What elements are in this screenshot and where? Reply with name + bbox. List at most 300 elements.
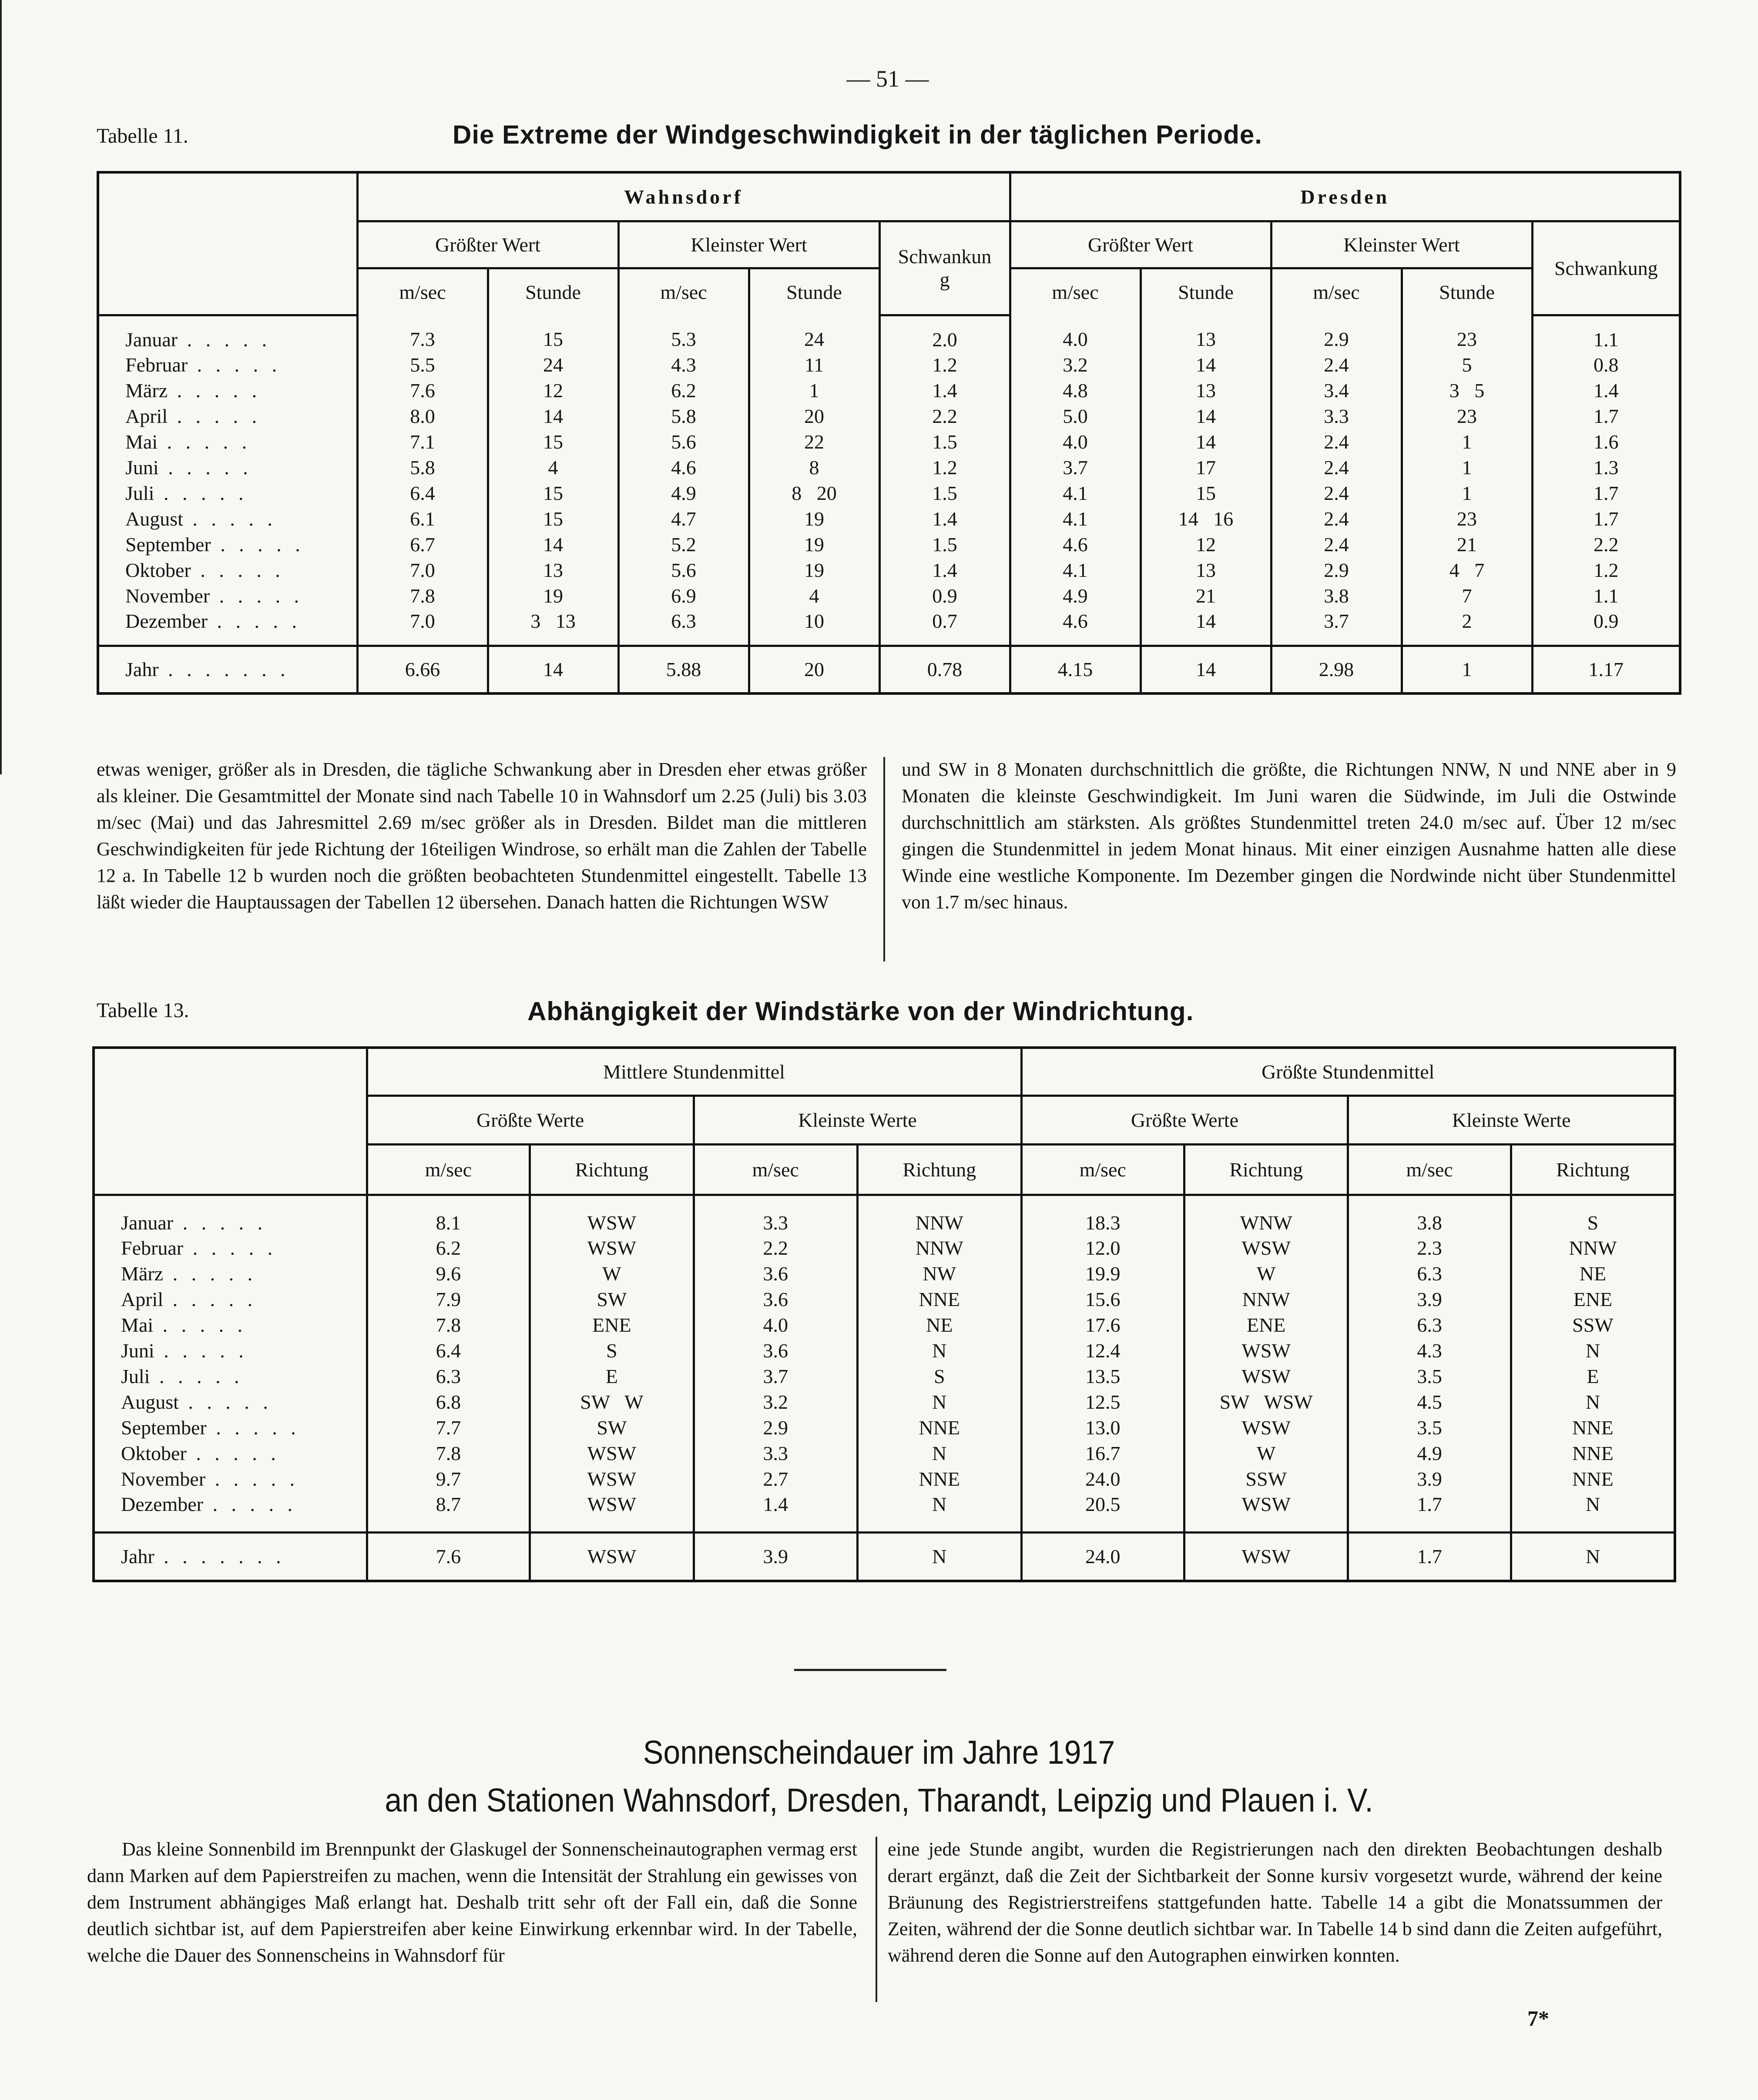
cell-ar: WSW (530, 1492, 694, 1532)
cell-a: 6.3 (367, 1363, 530, 1389)
cell-wmax: 6.4 (357, 480, 488, 506)
cell-ds: 1.4 (1532, 378, 1680, 403)
cell-dr: S (1511, 1195, 1675, 1235)
cell-dr: NNW (1511, 1235, 1675, 1261)
cell-c: 13.0 (1021, 1415, 1184, 1440)
cell-wmin: 5.6 (618, 429, 749, 455)
cell-a: 8.7 (367, 1492, 530, 1532)
cell-dr: N (1511, 1389, 1675, 1415)
cell-ar: S (530, 1338, 694, 1363)
cell-wmin: 5.6 (618, 557, 749, 583)
cell-b: 3.2 (694, 1389, 857, 1415)
cell-br: N (858, 1492, 1022, 1532)
month-label: Mai . . . . . (121, 1314, 247, 1336)
sun-right-paragraph: eine jede Stunde angibt, wurden die Registrierungen nach den direkten Beobachtungen deshalb derart ergänzt, daß die Zeit der Sichtbarkeit der Sonne kursiv vorgesetzt wurde, während der keine Bräunung des Registrierstreifens stattgefunden hatte. Tabelle 14 a gibt die Monatssummen der Zeiten, während der die Sonne deutlich sichtbar war. In Tabelle 14 b sind dann die Zeiten aufgeführt, während deren die Sonne auf den Autographen einwirken konnten. (888, 1839, 1662, 1966)
cell-dmax: 3.2 (1010, 352, 1141, 378)
cell-dminh: 23 (1402, 506, 1532, 532)
cell-dr: NNE (1511, 1466, 1675, 1492)
t11-d-schwankung-header: Schwankung (1532, 221, 1680, 315)
cell-dmax: 4.8 (1010, 378, 1141, 403)
cell-wminh: 22 (749, 429, 879, 455)
cell-a: 7.9 (367, 1286, 530, 1312)
cell-wmin: 4.7 (618, 506, 749, 532)
t11-d-min-header: Kleinster Wert (1271, 221, 1532, 268)
cell-d: 4.9 (1348, 1440, 1511, 1466)
month-label: Januar . . . . . (125, 328, 272, 351)
cell-wmax: 7.0 (357, 609, 488, 646)
cell-dminh: 1 (1402, 480, 1532, 506)
cell-wmin: 6.9 (618, 583, 749, 609)
cell-dmax: 4.6 (1010, 609, 1141, 646)
cell-wminh: 19 (749, 506, 879, 532)
cell-dmin: 2.4 (1271, 429, 1402, 455)
cell-wmax: 7.8 (357, 583, 488, 609)
cell-dminh: 23 (1402, 315, 1532, 352)
cell-dmin: 2.4 (1271, 352, 1402, 378)
cell-ar: WSW (530, 1466, 694, 1492)
table-row (98, 315, 1680, 352)
t11-unit: Stunde (1141, 268, 1271, 315)
cell-dmax: 4.6 (1010, 532, 1141, 557)
t11-w-max-header: Größter Wert (357, 221, 618, 268)
month-label: Mai . . . . . (125, 431, 252, 453)
cell-ws: 1.4 (879, 378, 1010, 403)
cell-cr: WSW (1184, 1363, 1348, 1389)
cell-a: 6.4 (367, 1338, 530, 1363)
table-row (98, 429, 1680, 455)
cell-dmax: 4.0 (1010, 429, 1141, 455)
t13-unit: Richtung (858, 1144, 1022, 1195)
cell-wmaxh: 19 (488, 583, 618, 609)
cell-wmin: 4.9 (618, 480, 749, 506)
text1-right (902, 756, 1676, 915)
cell-dmin: 3.7 (1271, 609, 1402, 646)
cell-wminh: 24 (749, 315, 879, 352)
cell-wmin: 6.2 (618, 378, 749, 403)
table-row (98, 532, 1680, 557)
table-row (98, 506, 1680, 532)
cell-a: 8.1 (367, 1195, 530, 1235)
cell-wminh: 11 (749, 352, 879, 378)
month-label: September . . . . . (121, 1417, 300, 1439)
t11-cell: 1.17 (1532, 646, 1680, 693)
cell-wminh: 8 (749, 455, 879, 480)
cell-wmax: 7.3 (357, 315, 488, 352)
t11-cell: 2.98 (1271, 646, 1402, 693)
table-row (94, 1415, 1675, 1440)
t11-cell: 6.66 (357, 646, 488, 693)
cell-a: 9.7 (367, 1466, 530, 1492)
cell-ds: 1.7 (1532, 480, 1680, 506)
cell-b: 3.3 (694, 1195, 857, 1235)
cell-br: N (858, 1338, 1022, 1363)
cell-ds: 2.2 (1532, 532, 1680, 557)
t11-cell: 4.15 (1010, 646, 1141, 693)
table-row (98, 646, 1680, 693)
cell-ws: 2.0 (879, 315, 1010, 352)
cell-dmax: 4.1 (1010, 506, 1141, 532)
cell-b: 2.2 (694, 1235, 857, 1261)
cell-d: 3.9 (1348, 1286, 1511, 1312)
month-label: April . . . . . (121, 1288, 257, 1310)
table13-label: Tabelle 13. (97, 999, 189, 1022)
cell-dminh: 4 7 (1402, 557, 1532, 583)
cell-c: 16.7 (1021, 1440, 1184, 1466)
cell-ws: 1.4 (879, 506, 1010, 532)
sun-title-line1: Sonnenscheindauer im Jahre 1917 (643, 1734, 1115, 1771)
t13-cell: 24.0 (1021, 1532, 1184, 1581)
cell-ds: 1.6 (1532, 429, 1680, 455)
table11-station2: Dresden (1010, 172, 1680, 221)
cell-dr: ENE (1511, 1286, 1675, 1312)
cell-dmin: 2.9 (1271, 557, 1402, 583)
cell-ar: SW (530, 1415, 694, 1440)
t11-unit: m/sec (618, 268, 749, 315)
month-label: November . . . . . (125, 585, 304, 607)
table-row (94, 1235, 1675, 1261)
cell-ds: 0.9 (1532, 609, 1680, 646)
cell-d: 1.7 (1348, 1492, 1511, 1532)
cell-c: 12.5 (1021, 1389, 1184, 1415)
table-row (98, 609, 1680, 646)
t13-cell: 7.6 (367, 1532, 530, 1581)
cell-dmin: 2.4 (1271, 455, 1402, 480)
cell-wmax: 5.5 (357, 352, 488, 378)
t11-cell: 14 (488, 646, 618, 693)
cell-dr: N (1511, 1338, 1675, 1363)
cell-wmax: 6.1 (357, 506, 488, 532)
cell-wmaxh: 3 13 (488, 609, 618, 646)
cell-dmax: 4.0 (1010, 315, 1141, 352)
cell-dmax: 3.7 (1010, 455, 1141, 480)
cell-cr: NNW (1184, 1286, 1348, 1312)
cell-ds: 0.8 (1532, 352, 1680, 378)
cell-ar: W (530, 1261, 694, 1286)
cell-wmax: 7.0 (357, 557, 488, 583)
cell-wmin: 5.8 (618, 403, 749, 429)
cell-c: 24.0 (1021, 1466, 1184, 1492)
section-divider (794, 1669, 946, 1671)
cell-wmaxh: 13 (488, 557, 618, 583)
month-label: Juli . . . . . (125, 482, 248, 504)
cell-wmin: 5.2 (618, 532, 749, 557)
cell-d: 2.3 (1348, 1235, 1511, 1261)
cell-cr: WNW (1184, 1195, 1348, 1235)
month-label: Dezember . . . . . (125, 610, 301, 632)
cell-d: 3.5 (1348, 1363, 1511, 1389)
t13-unit: m/sec (694, 1144, 857, 1195)
cell-dmaxh: 15 (1141, 480, 1271, 506)
sun-title-line2: an den Stationen Wahnsdorf, Dresden, Tharandt, Leipzig und Plauen i. V. (385, 1782, 1373, 1819)
cell-b: 4.0 (694, 1312, 857, 1338)
cell-d: 4.3 (1348, 1338, 1511, 1363)
t11-unit: Stunde (488, 268, 618, 315)
t13-max-header: Größte Werte (1021, 1095, 1348, 1144)
cell-ws: 0.7 (879, 609, 1010, 646)
cell-dmax: 4.9 (1010, 583, 1141, 609)
cell-a: 7.7 (367, 1415, 530, 1440)
column-separator (876, 1837, 877, 2002)
t11-cell: 14 (1141, 646, 1271, 693)
cell-b: 3.7 (694, 1363, 857, 1389)
t11-unit: Stunde (1402, 268, 1532, 315)
cell-ds: 1.7 (1532, 506, 1680, 532)
cell-ds: 1.7 (1532, 403, 1680, 429)
text1-left-paragraph: etwas weniger, größer als in Dresden, die tägliche Schwankung aber in Dresden eher etwas größer als kleiner. Die Gesamtmittel der Monate sind nach Tabelle 10 in Wahnsdorf um 2.25 (Juli) bis 3.03 m/sec (Mai) und das Jahresmittel 2.69 m/sec größer als in Dresden. Bildet man die mittleren Geschwindigkeiten für jede Richtung der 16teiligen Windrose, so erhält man die Zahlen der Tabelle 12 a. In Tabelle 12 b wurden noch die größten beobachteten Stundenmittel eingestellt. Tabelle 13 läßt wieder die Hauptaussagen der Tabellen 12 übersehen. Danach hatten die Richtungen WSW (97, 759, 867, 913)
cell-ds: 1.1 (1532, 583, 1680, 609)
cell-a: 6.8 (367, 1389, 530, 1415)
month-label: März . . . . . (125, 379, 262, 402)
cell-cr: WSW (1184, 1338, 1348, 1363)
cell-b: 3.6 (694, 1261, 857, 1286)
month-label: Juni . . . . . (121, 1340, 248, 1362)
t13-jahr-label: Jahr . . . . . . . (94, 1532, 367, 1581)
cell-ds: 1.1 (1532, 315, 1680, 352)
table-row (98, 378, 1680, 403)
cell-dmaxh: 14 (1141, 429, 1271, 455)
t11-cell: 0.78 (879, 646, 1010, 693)
month-label: August . . . . . (125, 508, 277, 530)
cell-wminh: 20 (749, 403, 879, 429)
sun-text-left (87, 1836, 857, 1969)
sun-text-right (888, 1836, 1662, 1969)
cell-dr: NNE (1511, 1440, 1675, 1466)
cell-ws: 1.5 (879, 480, 1010, 506)
cell-dmaxh: 17 (1141, 455, 1271, 480)
cell-dminh: 1 (1402, 455, 1532, 480)
cell-c: 19.9 (1021, 1261, 1184, 1286)
t13-cell: WSW (530, 1532, 694, 1581)
t13-group2-header: Größte Stundenmittel (1021, 1048, 1675, 1095)
month-label: April . . . . . (125, 405, 262, 427)
t13-cell: WSW (1184, 1532, 1348, 1581)
cell-br: NW (858, 1261, 1022, 1286)
cell-wmaxh: 24 (488, 352, 618, 378)
table-row (94, 1363, 1675, 1389)
t13-unit: Richtung (1184, 1144, 1348, 1195)
cell-ds: 1.3 (1532, 455, 1680, 480)
cell-d: 3.5 (1348, 1415, 1511, 1440)
cell-ds: 1.2 (1532, 557, 1680, 583)
table11-title: Die Extreme der Windgeschwindigkeit in der täglichen Periode. (453, 120, 1262, 149)
cell-cr: W (1184, 1440, 1348, 1466)
table-row (94, 1261, 1675, 1286)
cell-ws: 1.5 (879, 429, 1010, 455)
cell-br: NNE (858, 1286, 1022, 1312)
cell-c: 15.6 (1021, 1286, 1184, 1312)
t11-unit: m/sec (1010, 268, 1141, 315)
cell-dmaxh: 14 (1141, 352, 1271, 378)
t13-unit: Richtung (1511, 1144, 1675, 1195)
month-label: Februar . . . . . (125, 354, 282, 376)
table11-label: Tabelle 11. (97, 124, 188, 147)
cell-ws: 0.9 (879, 583, 1010, 609)
cell-dminh: 2 (1402, 609, 1532, 646)
footer-signature-mark: 7* (1527, 2006, 1549, 2030)
cell-dmaxh: 13 (1141, 378, 1271, 403)
cell-dmin: 2.4 (1271, 506, 1402, 532)
cell-br: N (858, 1389, 1022, 1415)
month-label: März . . . . . (121, 1263, 257, 1285)
cell-dmax: 4.1 (1010, 557, 1141, 583)
scan-edge-line (0, 0, 2, 774)
month-label: Januar . . . . . (121, 1212, 267, 1234)
cell-a: 6.2 (367, 1235, 530, 1261)
cell-dmaxh: 13 (1141, 315, 1271, 352)
cell-d: 6.3 (1348, 1312, 1511, 1338)
table-row (98, 557, 1680, 583)
cell-br: NNW (858, 1195, 1022, 1235)
month-label: Oktober . . . . . (125, 559, 285, 581)
cell-wmaxh: 4 (488, 455, 618, 480)
cell-dmin: 3.4 (1271, 378, 1402, 403)
cell-wmax: 8.0 (357, 403, 488, 429)
cell-br: NE (858, 1312, 1022, 1338)
cell-d: 3.8 (1348, 1195, 1511, 1235)
cell-dminh: 3 5 (1402, 378, 1532, 403)
cell-br: S (858, 1363, 1022, 1389)
cell-wminh: 19 (749, 532, 879, 557)
month-label: Dezember . . . . . (121, 1493, 297, 1515)
cell-c: 18.3 (1021, 1195, 1184, 1235)
cell-b: 3.6 (694, 1338, 857, 1363)
month-label: September . . . . . (125, 533, 305, 556)
cell-ar: SW (530, 1286, 694, 1312)
t11-unit: m/sec (1271, 268, 1402, 315)
cell-dmin: 3.3 (1271, 403, 1402, 429)
table11 (97, 171, 1681, 695)
t11-unit: Stunde (749, 268, 879, 315)
t13-cell: 3.9 (694, 1532, 857, 1581)
cell-wmaxh: 14 (488, 403, 618, 429)
table-row (94, 1492, 1675, 1532)
month-label: Juli . . . . . (121, 1365, 244, 1387)
cell-wmaxh: 15 (488, 506, 618, 532)
cell-wmax: 7.6 (357, 378, 488, 403)
cell-cr: ENE (1184, 1312, 1348, 1338)
cell-wminh: 8 20 (749, 480, 879, 506)
cell-dmaxh: 14 16 (1141, 506, 1271, 532)
cell-dmin: 3.8 (1271, 583, 1402, 609)
t11-cell: 5.88 (618, 646, 749, 693)
cell-wmax: 5.8 (357, 455, 488, 480)
cell-dmax: 4.1 (1010, 480, 1141, 506)
cell-b: 3.6 (694, 1286, 857, 1312)
t13-cell: N (858, 1532, 1022, 1581)
cell-dmaxh: 12 (1141, 532, 1271, 557)
t11-w-min-header: Kleinster Wert (618, 221, 879, 268)
cell-ar: ENE (530, 1312, 694, 1338)
cell-d: 4.5 (1348, 1389, 1511, 1415)
t11-cell: 20 (749, 646, 879, 693)
table13 (92, 1046, 1676, 1582)
cell-dmaxh: 14 (1141, 609, 1271, 646)
cell-dmin: 2.9 (1271, 315, 1402, 352)
cell-cr: WSW (1184, 1492, 1348, 1532)
table-row (94, 1338, 1675, 1363)
cell-ar: SW W (530, 1389, 694, 1415)
t13-unit: m/sec (1348, 1144, 1511, 1195)
t13-unit: m/sec (367, 1144, 530, 1195)
t13-max-header: Größte Werte (367, 1095, 694, 1144)
t11-unit: m/sec (357, 268, 488, 315)
cell-dmin: 2.4 (1271, 480, 1402, 506)
cell-br: NNE (858, 1466, 1022, 1492)
month-label: November . . . . . (121, 1468, 299, 1490)
cell-wmin: 4.6 (618, 455, 749, 480)
cell-cr: WSW (1184, 1235, 1348, 1261)
cell-a: 9.6 (367, 1261, 530, 1286)
table-row (98, 352, 1680, 378)
cell-dmaxh: 21 (1141, 583, 1271, 609)
cell-c: 12.0 (1021, 1235, 1184, 1261)
month-label: Oktober . . . . . (121, 1442, 280, 1464)
cell-ws: 1.2 (879, 455, 1010, 480)
month-label: August . . . . . (121, 1391, 272, 1413)
cell-cr: SSW (1184, 1466, 1348, 1492)
cell-wmax: 6.7 (357, 532, 488, 557)
cell-br: N (858, 1440, 1022, 1466)
t13-group1-header: Mittlere Stundenmittel (367, 1048, 1021, 1095)
cell-dmaxh: 14 (1141, 403, 1271, 429)
t13-min-header: Kleinste Werte (1348, 1095, 1675, 1144)
cell-b: 2.7 (694, 1466, 857, 1492)
table-row (94, 1389, 1675, 1415)
cell-wminh: 4 (749, 583, 879, 609)
t11-d-max-header: Größter Wert (1010, 221, 1271, 268)
cell-cr: W (1184, 1261, 1348, 1286)
cell-wmaxh: 14 (488, 532, 618, 557)
cell-ar: WSW (530, 1235, 694, 1261)
table-row (94, 1195, 1675, 1235)
cell-dr: E (1511, 1363, 1675, 1389)
month-label: Februar . . . . . (121, 1237, 277, 1259)
cell-cr: WSW (1184, 1415, 1348, 1440)
t13-cell: 1.7 (1348, 1532, 1511, 1581)
cell-d: 6.3 (1348, 1261, 1511, 1286)
t13-cell: N (1511, 1532, 1675, 1581)
cell-wmin: 4.3 (618, 352, 749, 378)
sun-left-paragraph: Das kleine Sonnenbild im Brennpunkt der Glaskugel der Sonnenscheinautographen vermag erst dann Marken auf dem Papierstreifen zu machen, wenn die Intensität der Strahlung ein gewisses von dem Instrument abhängiges Maß erlangt hat. Deshalb tritt sehr oft der Fall ein, daß die Sonne deutlich sichtbar ist, auf dem Papierstreifen aber keine Einwirkung erkennbar wird. In der Tabelle, welche die Dauer des Sonnenscheins in Wahnsdorf für (87, 1839, 857, 1966)
text1-left (97, 756, 867, 915)
cell-dmaxh: 13 (1141, 557, 1271, 583)
cell-wmin: 6.3 (618, 609, 749, 646)
table-row (98, 480, 1680, 506)
cell-wmin: 5.3 (618, 315, 749, 352)
t11-jahr-label: Jahr . . . . . . . (98, 646, 357, 693)
cell-a: 7.8 (367, 1312, 530, 1338)
cell-dminh: 5 (1402, 352, 1532, 378)
table-row (98, 583, 1680, 609)
table13-title: Abhängigkeit der Windstärke von der Windrichtung. (527, 997, 1194, 1026)
cell-dminh: 1 (1402, 429, 1532, 455)
table-row (94, 1466, 1675, 1492)
t13-unit: m/sec (1021, 1144, 1184, 1195)
cell-wmaxh: 15 (488, 315, 618, 352)
t13-min-header: Kleinste Werte (694, 1095, 1021, 1144)
cell-dmax: 5.0 (1010, 403, 1141, 429)
cell-dminh: 23 (1402, 403, 1532, 429)
cell-dr: NE (1511, 1261, 1675, 1286)
table11-station1: Wahnsdorf (357, 172, 1010, 221)
cell-wminh: 10 (749, 609, 879, 646)
cell-ws: 1.5 (879, 532, 1010, 557)
cell-br: NNW (858, 1235, 1022, 1261)
cell-dminh: 7 (1402, 583, 1532, 609)
cell-dmin: 2.4 (1271, 532, 1402, 557)
table-row (94, 1440, 1675, 1466)
cell-wminh: 1 (749, 378, 879, 403)
